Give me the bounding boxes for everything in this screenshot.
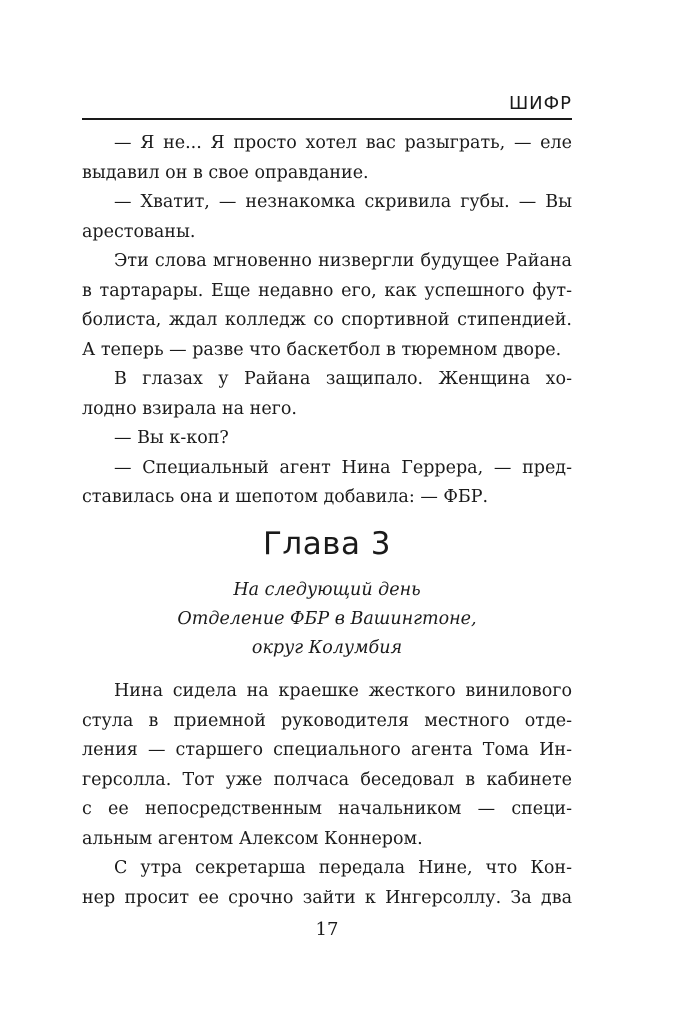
text-line: альным агентом Алексом Коннером. xyxy=(82,828,423,849)
subtitle-line: Отделение ФБР в Вашингтоне, xyxy=(177,609,477,629)
subtitle-line: На следующий день xyxy=(233,580,421,600)
text-line: ставилась она и шепотом добавила: — ФБР. xyxy=(82,487,489,507)
text-line: герсолла. Тот уже полчаса беседовал в кабинете xyxy=(82,769,572,790)
text-line: Эти слова мгновенно низвергли будущее Райана xyxy=(114,251,572,271)
page-number: 17 xyxy=(315,919,339,940)
text-block-top xyxy=(82,129,572,513)
text-block-bottom xyxy=(82,677,572,913)
text-line: с ее непосредственным начальником — специ- xyxy=(82,799,572,819)
text-line: болиста, ждал колледж со спортивной стипендией. xyxy=(82,310,572,330)
chapter-title: Глава 3 xyxy=(262,526,392,562)
text-line: ления — старшего специального агента Тома Ин- xyxy=(82,740,572,760)
text-line: арестованы. xyxy=(82,221,196,242)
text-line: нер просит ее срочно зайти к Ингерсоллу. За два xyxy=(82,887,572,908)
chapter-subtitle xyxy=(82,576,572,663)
text-line: Нина сидела на краешке жесткого винилового xyxy=(114,681,572,701)
header-rule xyxy=(82,118,572,120)
running-head: ШИФР xyxy=(508,93,572,114)
subtitle-line: округ Колумбия xyxy=(251,638,403,658)
text-line: — Я не... Я просто хотел вас разыграть, — еле xyxy=(114,133,572,153)
text-line: — Специальный агент Нина Геррера, — пред- xyxy=(114,457,572,478)
text-line: выдавил он в свое оправдание. xyxy=(82,162,369,183)
text-line: С утра секретарша передала Нине, что Кон- xyxy=(114,858,572,878)
text-line: В глазах у Райана защипало. Женщина хо- xyxy=(114,369,572,389)
text-line: в тартарары. Еще недавно его, как успешного фут- xyxy=(82,280,572,301)
text-line: — Вы к-коп? xyxy=(114,428,229,448)
text-line: лодно взирала на него. xyxy=(82,398,297,419)
text-line: стула в приемной руководителя местного отде- xyxy=(82,710,572,731)
text-line: — Хватит, — незнакомка скривила губы. — Вы xyxy=(114,192,572,212)
text-line: А теперь — разве что баскетбол в тюремном дворе. xyxy=(82,339,562,360)
